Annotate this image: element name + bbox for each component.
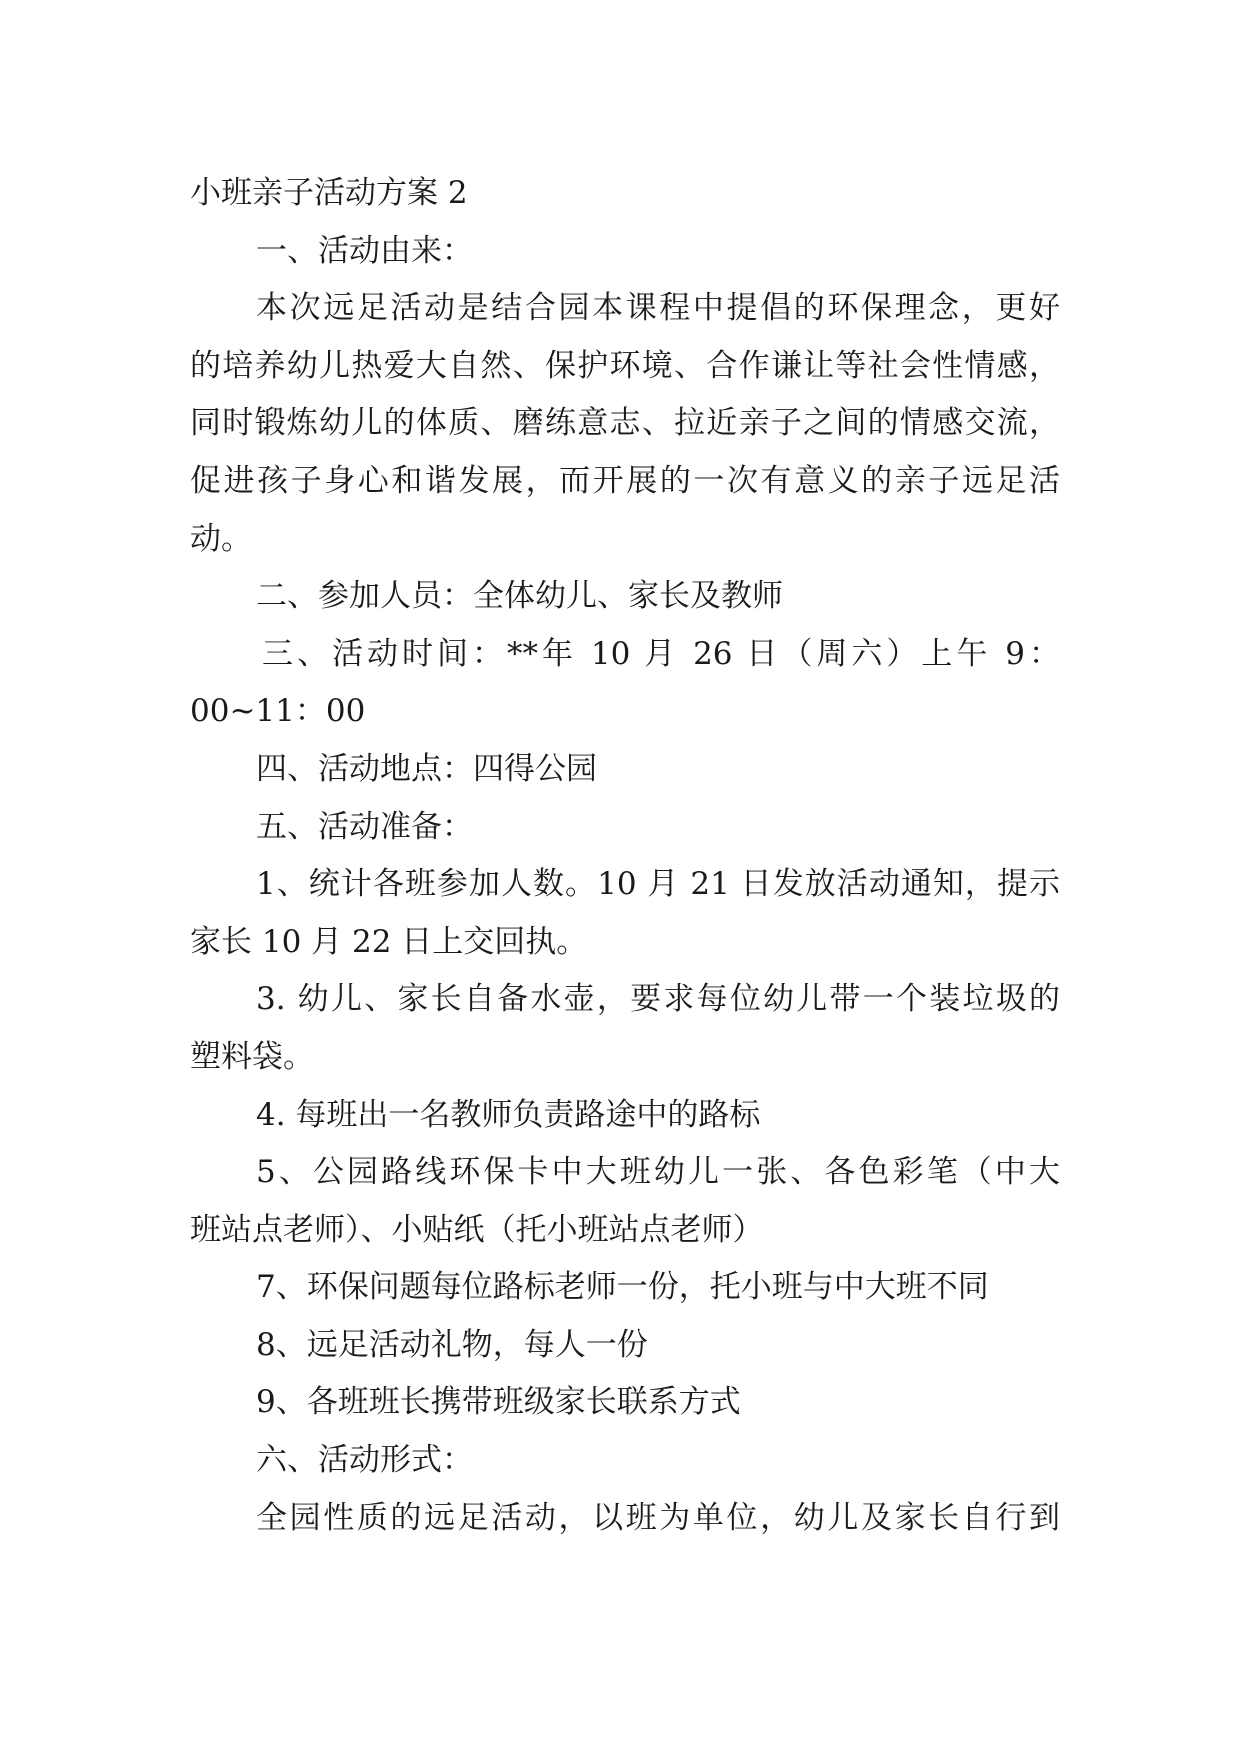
list-item: 4. 每班出一名教师负责路途中的路标 bbox=[256, 1096, 761, 1133]
paragraph-line: 同时锻炼幼儿的体质、磨练意志、拉近亲子之间的情感交流， bbox=[190, 405, 1060, 442]
section-heading-format: 六、活动形式： bbox=[256, 1442, 473, 1479]
section-heading-origin: 一、活动由来： bbox=[256, 232, 473, 269]
document-title: 小班亲子活动方案 2 bbox=[190, 175, 468, 211]
section-heading-participants: 二、参加人员：全体幼儿、家长及教师 bbox=[256, 578, 783, 615]
list-item: 7、环保问题每位路标老师一份，托小班与中大班不同 bbox=[256, 1269, 989, 1306]
paragraph-line: 00~11：00 bbox=[190, 693, 366, 730]
list-item: 5、公园路线环保卡中大班幼儿一张、各色彩笔（中大 bbox=[256, 1154, 1060, 1191]
list-item: 1、统计各班参加人数。10 月 21 日发放活动通知，提示 bbox=[256, 866, 1060, 903]
list-item-continuation: 班站点老师）、小贴纸（托小班站点老师） bbox=[190, 1211, 764, 1248]
section-heading-location: 四、活动地点：四得公园 bbox=[256, 750, 597, 787]
paragraph-line: 促进孩子身心和谐发展，而开展的一次有意义的亲子远足活 bbox=[190, 462, 1060, 499]
list-item-continuation: 塑料袋。 bbox=[190, 1038, 314, 1075]
list-item-continuation: 家长 10 月 22 日上交回执。 bbox=[190, 923, 588, 960]
list-item: 3. 幼儿、家长自备水壶，要求每位幼儿带一个装垃圾的 bbox=[256, 981, 1060, 1018]
paragraph-line: 本次远足活动是结合园本课程中提倡的环保理念，更好 bbox=[256, 290, 1060, 327]
list-item: 9、各班班长携带班级家长联系方式 bbox=[256, 1384, 741, 1421]
section-heading-time: 三、活动时间：**年 10 月 26 日（周六）上午 9： bbox=[262, 635, 1060, 672]
paragraph-line: 动。 bbox=[190, 520, 252, 557]
document-body bbox=[190, 165, 1060, 1547]
paragraph-line: 的培养幼儿热爱大自然、保护环境、合作谦让等社会性情感， bbox=[190, 347, 1060, 384]
paragraph-line: 全园性质的远足活动，以班为单位，幼儿及家长自行到 bbox=[256, 1499, 1060, 1536]
section-heading-preparation: 五、活动准备： bbox=[256, 808, 473, 845]
list-item: 8、远足活动礼物，每人一份 bbox=[256, 1326, 648, 1363]
